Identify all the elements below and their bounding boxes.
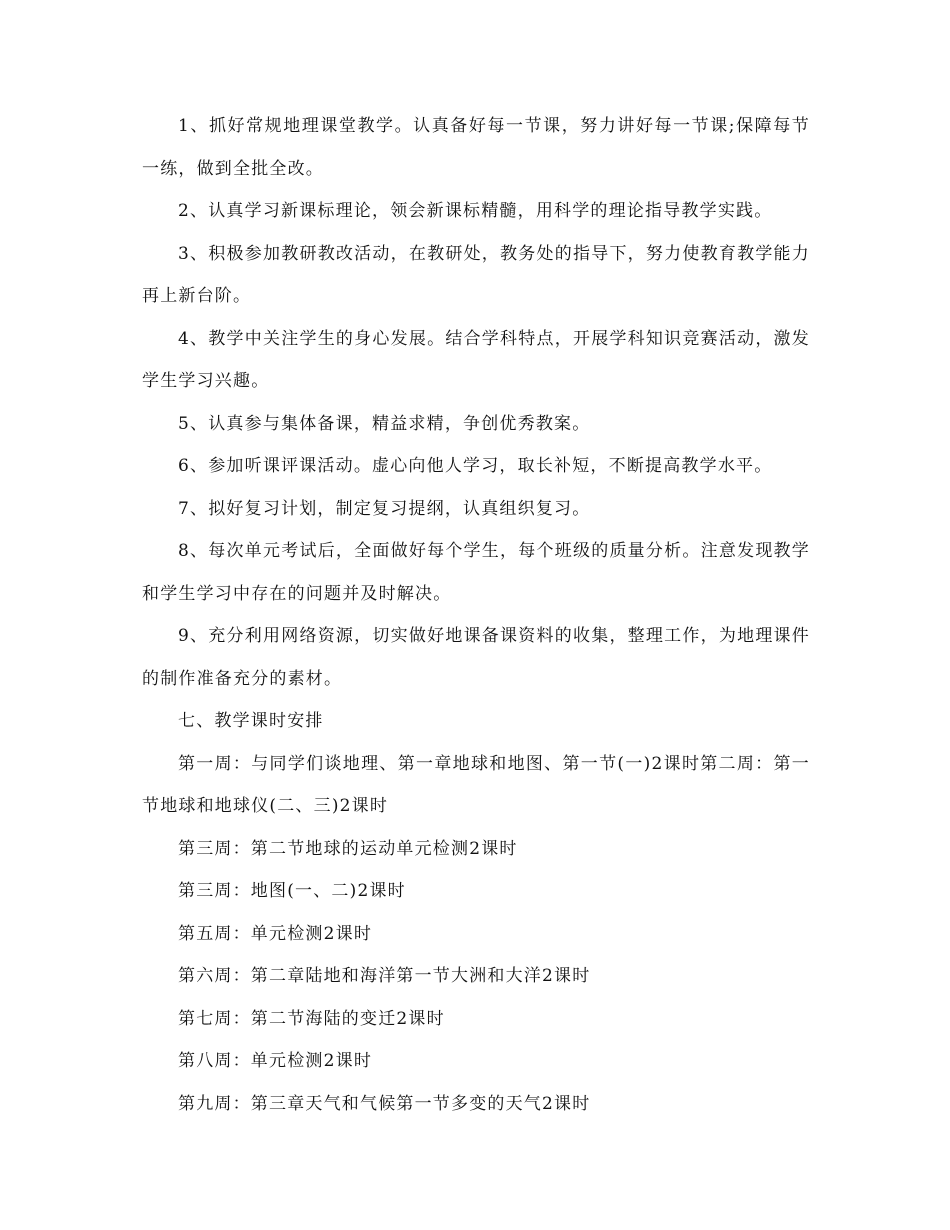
- paragraph-item-6: 6、参加听课评课活动。虚心向他人学习，取长补短，不断提高教学水平。: [178, 456, 773, 476]
- schedule-week-8: 第八周：单元检测2课时: [178, 1051, 373, 1071]
- section-heading: 七、教学课时安排: [178, 711, 324, 731]
- schedule-week-9: 第九周：第三章天气和气候第一节多变的天气2课时: [178, 1093, 591, 1114]
- paragraph-item-1: 1、抓好常规地理课堂教学。认真备好每一节课，努力讲好每一节课;保障每节一练，做到全批全改。: [142, 116, 810, 179]
- schedule-week-5: 第五周：单元检测2课时: [178, 923, 373, 944]
- schedule-week-7: 第七周：第二节海陆的变迁2课时: [178, 1008, 445, 1029]
- schedule-week-3a: 第三周：第二节地球的运动单元检测2课时: [178, 838, 518, 859]
- paragraph-item-4: 4、教学中关注学生的身心发展。结合学科特点，开展学科知识竞赛活动，激发学生学习兴趣。: [142, 328, 810, 391]
- paragraph-item-8: 8、每次单元考试后，全面做好每个学生，每个班级的质量分析。注意发现教学和学生学习中存在的问题并及时解决。: [142, 541, 810, 604]
- document-body: [142, 105, 810, 1125]
- paragraph-item-7: 7、拟好复习计划，制定复习提纲，认真组织复习。: [178, 498, 591, 519]
- paragraph-item-5: 5、认真参与集体备课，精益求精，争创优秀教案。: [178, 413, 591, 434]
- schedule-week-1-2: 第一周：与同学们谈地理、第一章地球和地图、第一节(一)2课时第二周：第一节地球和地球仪(二、三)2课时: [142, 753, 810, 816]
- schedule-week-6: 第六周：第二章陆地和海洋第一节大洲和大洋2课时: [178, 966, 591, 986]
- paragraph-item-9: 9、充分利用网络资源，切实做好地课备课资料的收集，整理工作，为地理课件的制作准备充分的素材。: [142, 626, 810, 689]
- paragraph-item-2: 2、认真学习新课标理论，领会新课标精髓，用科学的理论指导教学实践。: [178, 201, 773, 221]
- paragraph-item-3: 3、积极参加教研教改活动，在教研处，教务处的指导下，努力使教育教学能力再上新台阶。: [142, 243, 810, 306]
- schedule-week-3b: 第三周：地图(一、二)2课时: [178, 881, 406, 901]
